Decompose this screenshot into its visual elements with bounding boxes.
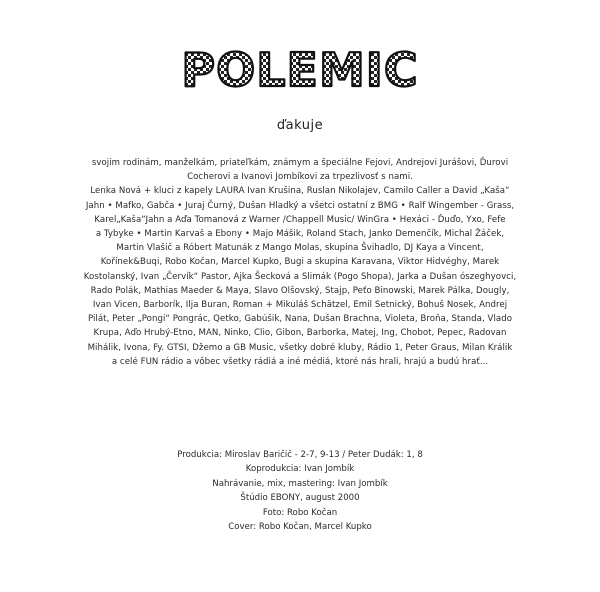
credit-recording: Nahrávanie, mix, mastering: Ivan Jombík	[212, 478, 388, 489]
credit-photo: Foto: Robo Kočan	[262, 507, 338, 518]
thanks-line: Kostolanský, Ivan „Červík“ Pastor, Ajka Šecková a Slimák (Pogo Shopa), Jarka a Dušan ószeghyovci,	[83, 271, 517, 282]
thanks-line: Mihálik, Ivona, Fy. GTSI, Džemo a GB Music, všetky dobré kluby, Rádio 1, Peter Graus, Milan Králik	[87, 342, 513, 353]
credit-production: Produkcia: Miroslav Baričič - 2-7, 9-13 / Peter Dudák: 1, 8	[177, 450, 423, 460]
thanks-line: Kořínek&Buqi, Robo Kočan, Marcel Kupko, Bugi a skupina Karavana, Viktor Hidvéghy, Marek	[100, 257, 500, 268]
thanks-line: Karel„Kaša“Jahn a Aďa Tomanová z Warner /Chappell Music/ WinGra • Hexáci - Ďuďo, Yxo, Fefe	[94, 214, 506, 225]
credit-coproduction: Koprodukcia: Ivan Jombík	[245, 464, 355, 475]
credits-block	[80, 448, 520, 534]
credit-cover: Cover: Robo Kočan, Marcel Kupko	[228, 522, 372, 533]
thanks-line: Jahn • Mafko, Gabča • Juraj Čurný, Dušan Hladký a všetci ostatní z BMG • Ralf Wingember - Grass,	[85, 200, 515, 211]
thanks-line: Pilát, Peter „Pongi“ Pongrác, Qetko, Gabúšik, Nana, Dušan Brachna, Violeta, Broňa, Standa, Vlado	[87, 314, 513, 325]
thanks-line: Ivan Vicen, Barborík, Ilja Buran, Roman + Mikuláš Schätzel, Emil Setnický, Bohuš Nosek, Andrej	[92, 300, 508, 311]
polemic-logo-graphic	[181, 38, 419, 102]
thanks-line: Rado Polák, Mathias Maeder & Maya, Slavo Olšovský, Stajp, Peťo Binowski, Marek Pálka, Dougly,	[90, 285, 510, 296]
thanks-line: Cocherovi a Ivanovi Jombíkovi za trpezlivosť s nami.	[187, 172, 413, 183]
thanks-line: Lenka Nová + kluci z kapely LAURA Ivan Krušina, Ruslan Nikolajev, Camilo Caller a David „Kaša“	[90, 186, 510, 197]
thanks-line: Krupa, Aďo Hrubý-Etno, MAN, Ninko, Clio, Gibon, Barborka, Matej, Ing, Chobot, Pepec, Radovan	[93, 328, 507, 339]
thanks-line: svojim rodinám, manželkám, priateľkám, známym a špeciálne Fejovi, Andrejovi Jurášovi, Ďurovi	[91, 158, 509, 168]
credit-studio: Štúdio EBONY, august 2000	[240, 493, 360, 504]
thanks-line: a Tybyke • Martin Karvaš a Ebony • Majo Mášik, Roland Stach, Janko Demenčík, Michal Žáček,	[95, 229, 505, 240]
thanks-line: a celé FUN rádio a vôbec všetky rádiá a iné médiá, ktoré nás hrali, hrajú a budú hrať...	[111, 356, 489, 367]
logo-text: POLEMIC	[181, 43, 419, 97]
band-logo	[0, 38, 600, 108]
thanks-line: Martin Vlašič a Róbert Matunák z Mango Molas, skupina Švihadlo, DJ Kaya a Vincent,	[116, 243, 484, 254]
thanks-paragraph	[40, 156, 560, 369]
subtitle-thanks: ďakuje	[276, 118, 324, 133]
